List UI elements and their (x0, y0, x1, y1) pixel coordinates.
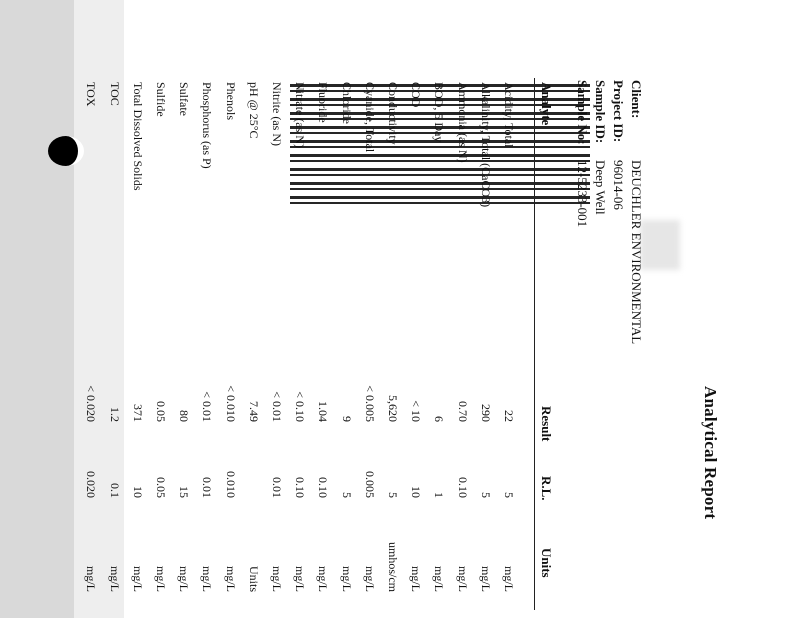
rl-value: 5 (502, 492, 516, 498)
units-value: mg/L (409, 566, 423, 592)
header-rule (534, 78, 535, 610)
units-value: mg/L (177, 566, 191, 592)
units-value: mg/L (479, 566, 493, 592)
analyte-name: Phenols (224, 82, 238, 121)
result-value: < 0.01 (270, 391, 284, 422)
rl-value: 5 (386, 492, 400, 498)
analyte-name: BOD, 5 Day (432, 82, 446, 143)
analyte-name: TOC (108, 82, 122, 106)
client-label: Client: (629, 80, 644, 119)
rl-value: 10 (409, 486, 423, 498)
result-value: 6 (432, 416, 446, 422)
units-value: mg/L (84, 566, 98, 592)
client-value: DEUCHLER ENVIRONMENTAL (629, 160, 644, 345)
rl-value: 0.005 (363, 471, 377, 498)
col-header-analyte: Analyte (539, 82, 554, 126)
result-value: 290 (479, 404, 493, 422)
result-value: < 0.01 (200, 391, 214, 422)
rl-value: 0.10 (316, 477, 330, 498)
analyte-name: Cyanide, Total (363, 82, 377, 153)
rl-value: 5 (479, 492, 493, 498)
rl-value: 10 (131, 486, 145, 498)
col-header-units: Units (539, 548, 554, 578)
result-value: < 0.010 (224, 385, 238, 422)
result-value: < 0.020 (84, 385, 98, 422)
analyte-name: Ammonia (as N) (456, 82, 470, 163)
project-value: 96014-06 (611, 160, 626, 210)
rl-value: 0.10 (456, 477, 470, 498)
rl-value: 15 (177, 486, 191, 498)
units-value: mg/L (363, 566, 377, 592)
rl-value: 0.10 (293, 477, 307, 498)
sample-id-value: Deep Well (593, 160, 608, 215)
rl-value: 0.01 (200, 477, 214, 498)
units-value: mg/L (270, 566, 284, 592)
units-value: mg/L (340, 566, 354, 592)
units-value: mg/L (108, 566, 122, 592)
rl-value: 5 (340, 492, 354, 498)
rl-value: 0.010 (224, 471, 238, 498)
result-value: 0.70 (456, 401, 470, 422)
analyte-name: Sulfide (154, 82, 168, 117)
project-label: Project ID: (611, 80, 626, 143)
result-value: < 10 (409, 400, 423, 422)
result-value: 5,620 (386, 395, 400, 422)
result-value: 371 (131, 404, 145, 422)
analyte-name: Alkalinity, Total (CaCO3) (479, 82, 493, 208)
sample-no-value: 12-5233-001 (575, 160, 590, 228)
units-value: mg/L (224, 566, 238, 592)
units-value: umhos/cm (386, 542, 400, 592)
result-value: < 0.005 (363, 385, 377, 422)
analyte-name: Fluoride (316, 82, 330, 123)
units-value: mg/L (456, 566, 470, 592)
analyte-name: Conductivity (386, 82, 400, 145)
units-value: mg/L (432, 566, 446, 592)
analyte-name: COD (409, 82, 423, 108)
rl-value: 0.01 (270, 477, 284, 498)
units-value: mg/L (316, 566, 330, 592)
analyte-name: Nitrate (as N) (293, 82, 307, 148)
analyte-name: pH @ 25°C (247, 82, 261, 139)
result-value: 9 (340, 416, 354, 422)
units-value: mg/L (154, 566, 168, 592)
analyte-name: Chloride (340, 82, 354, 124)
analyte-name: Phosphorus (as P) (200, 82, 214, 169)
rl-value: 0.020 (84, 471, 98, 498)
result-value: 7.49 (247, 401, 261, 422)
analyte-name: Acidity, Total (502, 82, 516, 148)
analyte-name: Nitrite (as N) (270, 82, 284, 146)
units-value: mg/L (502, 566, 516, 592)
result-value: 1.04 (316, 401, 330, 422)
rl-value: 1 (432, 492, 446, 498)
col-header-result: Result (539, 406, 554, 442)
scan-smudge (640, 220, 680, 270)
rl-value: 0.1 (108, 483, 122, 498)
analyte-name: TOX (84, 82, 98, 107)
analyte-name: Sulfate (177, 82, 191, 116)
units-value: mg/L (293, 566, 307, 592)
sample-id-label: Sample ID: (593, 80, 608, 144)
result-value: 80 (177, 410, 191, 422)
analyte-name: Total Dissolved Solids (131, 82, 145, 191)
result-value: 0.05 (154, 401, 168, 422)
result-value: 1.2 (108, 407, 122, 422)
units-value: mg/L (200, 566, 214, 592)
result-value: < 0.10 (293, 391, 307, 422)
col-header-rl: R.L. (539, 476, 554, 501)
result-value: 22 (502, 410, 516, 422)
units-value: mg/L (131, 566, 145, 592)
sample-no-label: Sample No: (575, 80, 590, 145)
report-title: Analytical Report (701, 386, 720, 520)
rl-value: 0.05 (154, 477, 168, 498)
units-value: Units (247, 565, 261, 592)
